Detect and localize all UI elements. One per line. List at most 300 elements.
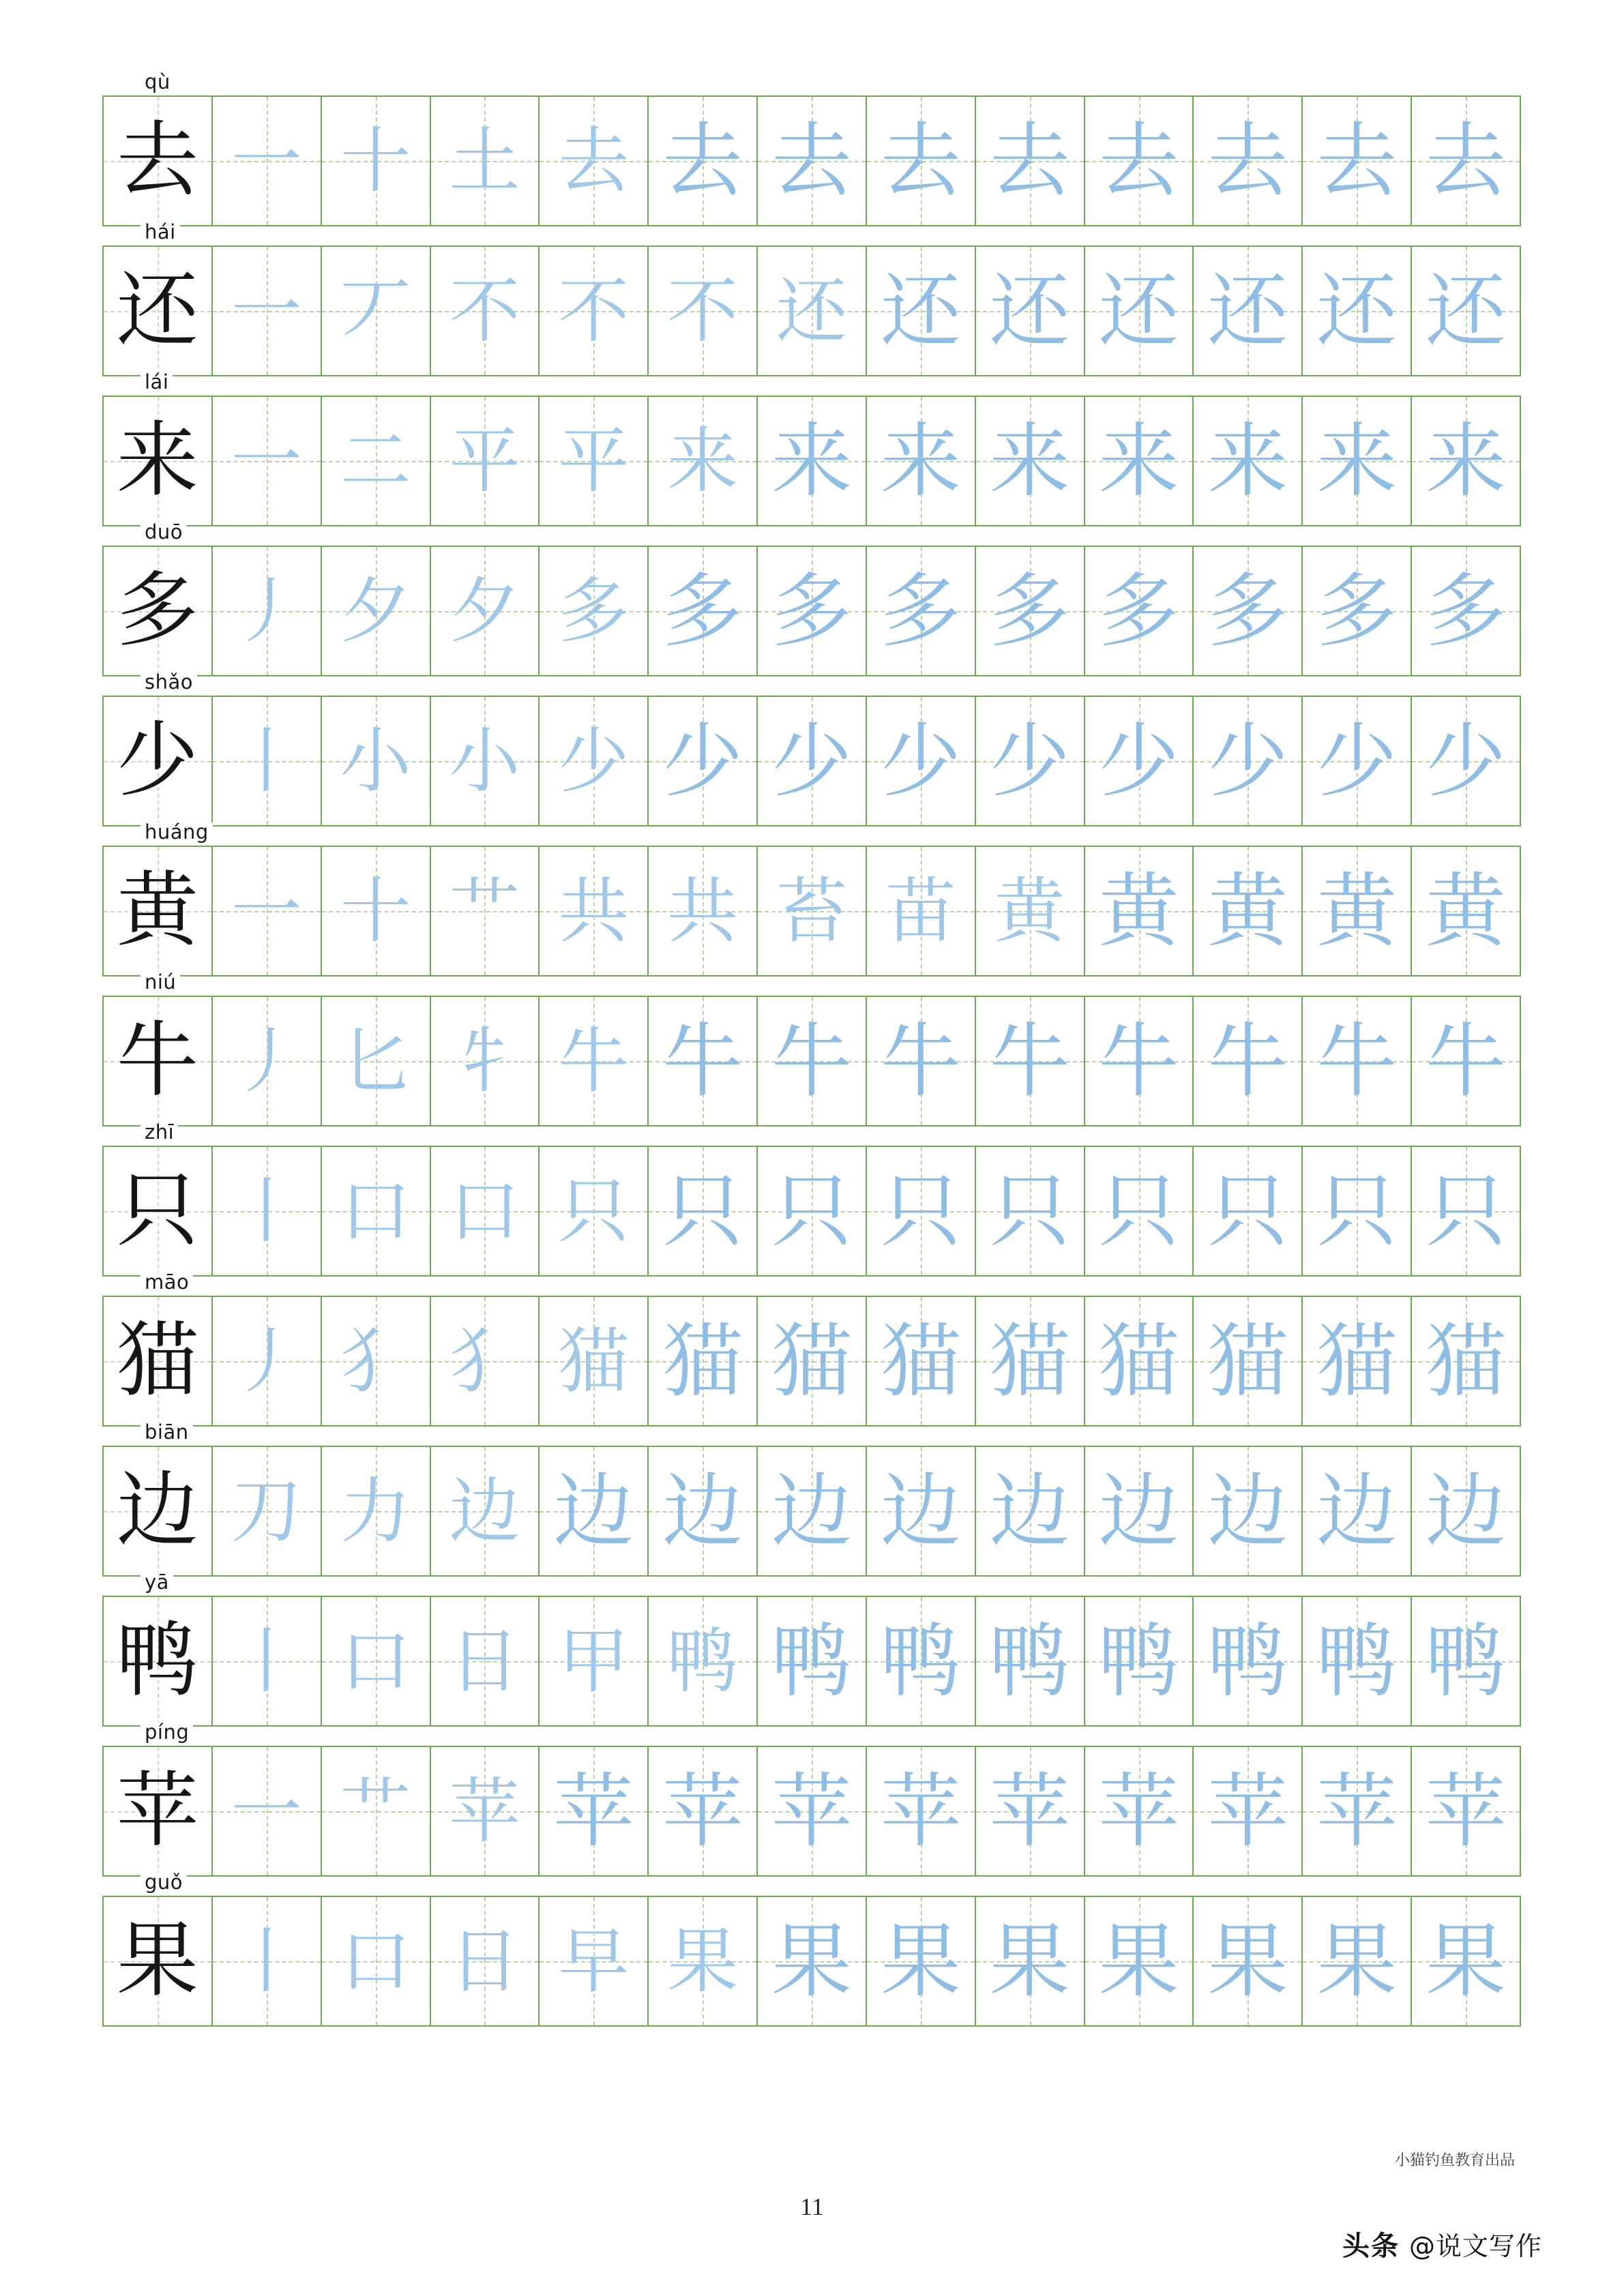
trace-character: 少 bbox=[1098, 714, 1179, 808]
trace-character: 牛 bbox=[662, 1014, 743, 1108]
pinyin-label: qù bbox=[141, 72, 175, 92]
trace-character: 去 bbox=[1426, 114, 1507, 208]
pinyin-label: hái bbox=[141, 222, 180, 242]
trace-character: 还 bbox=[880, 264, 961, 358]
practice-cell bbox=[431, 697, 540, 825]
pinyin-label: píng bbox=[141, 1723, 193, 1742]
trace-character: 来 bbox=[1207, 414, 1288, 508]
model-character: 果 bbox=[116, 1913, 198, 2008]
practice-cell bbox=[1194, 1897, 1303, 2025]
stroke-step-character: 去 bbox=[558, 119, 630, 203]
stroke-step-character: 少 bbox=[558, 719, 630, 803]
practice-cell bbox=[649, 97, 758, 225]
stroke-step-character: 牛 bbox=[558, 1019, 630, 1103]
pinyin-label: zhī bbox=[141, 1122, 178, 1142]
trace-character: 果 bbox=[771, 1914, 852, 2008]
pinyin-label: māo bbox=[141, 1272, 193, 1292]
trace-character: 黄 bbox=[1207, 864, 1288, 958]
trace-character: 果 bbox=[989, 1914, 1070, 2008]
trace-character: 还 bbox=[989, 264, 1070, 358]
practice-cell bbox=[1303, 1147, 1412, 1275]
model-character-cell bbox=[104, 847, 213, 975]
stroke-step-character: 小 bbox=[340, 719, 411, 803]
trace-character: 鸭 bbox=[1207, 1614, 1288, 1708]
model-character: 还 bbox=[116, 263, 198, 358]
practice-cell bbox=[1303, 397, 1412, 525]
trace-character: 牛 bbox=[1316, 1014, 1398, 1108]
trace-character: 来 bbox=[771, 414, 852, 508]
practice-cell bbox=[1085, 1747, 1194, 1875]
practice-cell bbox=[431, 1147, 540, 1275]
practice-cell bbox=[540, 1297, 649, 1425]
practice-cell bbox=[431, 247, 540, 375]
practice-cell bbox=[213, 97, 322, 225]
trace-character: 来 bbox=[1316, 414, 1398, 508]
stroke-step-character: 还 bbox=[776, 269, 847, 353]
practice-cell bbox=[976, 397, 1085, 525]
trace-character: 猫 bbox=[1426, 1314, 1507, 1408]
practice-cell bbox=[431, 1747, 540, 1875]
practice-cell bbox=[322, 1897, 431, 2025]
trace-character: 苹 bbox=[989, 1764, 1070, 1858]
stroke-step-character: 小 bbox=[449, 719, 520, 803]
model-character: 多 bbox=[116, 563, 198, 658]
stroke-step-character: 日 bbox=[449, 1620, 520, 1703]
trace-character: 黄 bbox=[1098, 864, 1179, 958]
trace-character: 苹 bbox=[662, 1764, 743, 1858]
tianzige-grid bbox=[102, 996, 1521, 1127]
practice-cell bbox=[1303, 697, 1412, 825]
stroke-step-character: 猫 bbox=[558, 1320, 630, 1403]
trace-character: 来 bbox=[989, 414, 1070, 508]
practice-cell bbox=[1412, 847, 1520, 975]
trace-character: 苹 bbox=[1098, 1764, 1179, 1858]
practice-cell bbox=[976, 1747, 1085, 1875]
trace-character: 边 bbox=[989, 1464, 1070, 1558]
watermark-logo: 头条 bbox=[1342, 2231, 1400, 2262]
trace-character: 鸭 bbox=[1316, 1614, 1398, 1708]
practice-cell bbox=[1085, 847, 1194, 975]
model-character-cell bbox=[104, 397, 213, 525]
practice-cell bbox=[1085, 1897, 1194, 2025]
practice-cell bbox=[976, 1597, 1085, 1725]
trace-character: 牛 bbox=[880, 1014, 961, 1108]
stroke-step-character: 平 bbox=[449, 419, 520, 503]
practice-cell bbox=[1412, 1597, 1520, 1725]
character-row bbox=[102, 1420, 1522, 1577]
stroke-step-character: 丆 bbox=[340, 269, 411, 353]
practice-cell bbox=[540, 397, 649, 525]
practice-cell bbox=[649, 1747, 758, 1875]
trace-character: 黄 bbox=[1316, 864, 1398, 958]
stroke-step-character: 口 bbox=[340, 1620, 411, 1703]
tianzige-grid bbox=[102, 95, 1521, 226]
practice-cell bbox=[976, 1897, 1085, 2025]
practice-cell bbox=[867, 547, 976, 675]
character-row bbox=[102, 1870, 1522, 2027]
practice-cell bbox=[540, 547, 649, 675]
stroke-step-character: 力 bbox=[340, 1470, 411, 1553]
trace-character: 还 bbox=[1316, 264, 1398, 358]
practice-cell bbox=[322, 547, 431, 675]
stroke-step-character: 口 bbox=[340, 1920, 411, 2003]
practice-cell bbox=[1412, 1447, 1520, 1575]
trace-character: 来 bbox=[1426, 414, 1507, 508]
stroke-step-character: 来 bbox=[667, 419, 739, 503]
pinyin-label: duō bbox=[141, 522, 187, 542]
trace-character: 去 bbox=[1098, 114, 1179, 208]
practice-cell bbox=[540, 1897, 649, 2025]
practice-cell bbox=[649, 1897, 758, 2025]
practice-cell bbox=[1085, 1597, 1194, 1725]
trace-character: 苹 bbox=[771, 1764, 852, 1858]
practice-cell bbox=[867, 697, 976, 825]
practice-cell bbox=[213, 1747, 322, 1875]
tianzige-grid bbox=[102, 1146, 1521, 1277]
stroke-step-character: 丿 bbox=[231, 1019, 302, 1103]
practice-cell bbox=[1412, 547, 1520, 675]
trace-character: 去 bbox=[771, 114, 852, 208]
practice-cell bbox=[758, 1447, 867, 1575]
model-character-cell bbox=[104, 547, 213, 675]
tianzige-grid bbox=[102, 1896, 1521, 2027]
stroke-step-character: 黄 bbox=[994, 869, 1065, 953]
stroke-step-character: 丨 bbox=[231, 1920, 302, 2003]
practice-cell bbox=[213, 847, 322, 975]
practice-cell bbox=[540, 697, 649, 825]
practice-cell bbox=[1303, 547, 1412, 675]
practice-cell bbox=[976, 1447, 1085, 1575]
trace-character: 猫 bbox=[771, 1314, 852, 1408]
stroke-step-character: 丨 bbox=[231, 719, 302, 803]
practice-cell bbox=[540, 847, 649, 975]
page-number: 11 bbox=[800, 2193, 824, 2220]
trace-character: 牛 bbox=[1207, 1014, 1288, 1108]
practice-cell bbox=[1303, 1747, 1412, 1875]
practice-cell bbox=[649, 397, 758, 525]
practice-cell bbox=[1194, 547, 1303, 675]
practice-cell bbox=[1303, 997, 1412, 1125]
character-row bbox=[102, 1120, 1522, 1277]
trace-character: 去 bbox=[880, 114, 961, 208]
stroke-step-character: 十 bbox=[340, 119, 411, 203]
trace-character: 少 bbox=[1426, 714, 1507, 808]
trace-character: 还 bbox=[1207, 264, 1288, 358]
practice-cell bbox=[758, 997, 867, 1125]
practice-cell bbox=[322, 1747, 431, 1875]
stroke-step-character: 夕 bbox=[449, 569, 520, 653]
practice-cell bbox=[976, 997, 1085, 1125]
trace-character: 苹 bbox=[880, 1764, 961, 1858]
practice-cell bbox=[540, 997, 649, 1125]
trace-character: 牛 bbox=[989, 1014, 1070, 1108]
practice-cell bbox=[322, 247, 431, 375]
trace-character: 只 bbox=[880, 1164, 961, 1258]
practice-cell bbox=[540, 1597, 649, 1725]
model-character-cell bbox=[104, 97, 213, 225]
stroke-step-character: 艹 bbox=[340, 1770, 411, 1853]
trace-character: 果 bbox=[1207, 1914, 1288, 2008]
practice-cell bbox=[976, 847, 1085, 975]
practice-cell bbox=[867, 997, 976, 1125]
trace-character: 果 bbox=[880, 1914, 961, 2008]
stroke-step-character: 匕 bbox=[340, 1019, 411, 1103]
trace-character: 猫 bbox=[880, 1314, 961, 1408]
practice-cell bbox=[322, 1147, 431, 1275]
trace-character: 果 bbox=[1426, 1914, 1507, 2008]
stroke-step-character: 只 bbox=[558, 1169, 630, 1253]
pinyin-label: lái bbox=[141, 372, 173, 392]
trace-character: 黄 bbox=[1426, 864, 1507, 958]
practice-cell bbox=[1303, 847, 1412, 975]
model-character-cell bbox=[104, 1447, 213, 1575]
practice-cell bbox=[540, 1747, 649, 1875]
trace-character: 多 bbox=[1207, 564, 1288, 658]
practice-cell bbox=[867, 1897, 976, 2025]
practice-cell bbox=[1303, 1297, 1412, 1425]
practice-cell bbox=[322, 1597, 431, 1725]
trace-character: 少 bbox=[989, 714, 1070, 808]
trace-character: 只 bbox=[1426, 1164, 1507, 1258]
practice-cell bbox=[649, 1597, 758, 1725]
practice-cell bbox=[1303, 1447, 1412, 1575]
stroke-step-character: 一 bbox=[231, 269, 302, 353]
trace-character: 牛 bbox=[1098, 1014, 1179, 1108]
trace-character: 多 bbox=[880, 564, 961, 658]
trace-character: 鸭 bbox=[1098, 1614, 1179, 1708]
model-character-cell bbox=[104, 697, 213, 825]
practice-cell bbox=[1303, 1897, 1412, 2025]
model-character: 鸭 bbox=[116, 1613, 198, 1708]
practice-cell bbox=[976, 97, 1085, 225]
model-character: 少 bbox=[116, 713, 198, 808]
trace-character: 边 bbox=[771, 1464, 852, 1558]
stroke-step-character: 日 bbox=[449, 1920, 520, 2003]
practice-cell bbox=[976, 1297, 1085, 1425]
practice-cell bbox=[1412, 1147, 1520, 1275]
practice-cell bbox=[758, 1147, 867, 1275]
trace-character: 只 bbox=[771, 1164, 852, 1258]
trace-character: 鸭 bbox=[1426, 1614, 1507, 1708]
pinyin-label: guǒ bbox=[141, 1873, 187, 1892]
practice-cell bbox=[758, 397, 867, 525]
practice-cell bbox=[322, 847, 431, 975]
practice-cell bbox=[213, 1597, 322, 1725]
practice-cell bbox=[1412, 247, 1520, 375]
stroke-step-character: 丿 bbox=[231, 1320, 302, 1403]
trace-character: 猫 bbox=[1098, 1314, 1179, 1408]
practice-cell bbox=[867, 847, 976, 975]
watermark bbox=[1342, 2224, 1542, 2263]
practice-cell bbox=[322, 97, 431, 225]
trace-character: 去 bbox=[989, 114, 1070, 208]
stroke-step-character: 甲 bbox=[558, 1620, 630, 1703]
model-character-cell bbox=[104, 997, 213, 1125]
stroke-step-character: 丿 bbox=[231, 569, 302, 653]
trace-character: 鸭 bbox=[771, 1614, 852, 1708]
stroke-step-character: 不 bbox=[667, 269, 739, 353]
practice-cell bbox=[758, 847, 867, 975]
practice-cell bbox=[867, 97, 976, 225]
stroke-step-character: 艹 bbox=[449, 869, 520, 953]
model-character: 牛 bbox=[116, 1013, 198, 1108]
character-row bbox=[102, 520, 1522, 676]
trace-character: 牛 bbox=[771, 1014, 852, 1108]
practice-cell bbox=[322, 397, 431, 525]
practice-cell bbox=[1194, 697, 1303, 825]
trace-character: 边 bbox=[1098, 1464, 1179, 1558]
practice-cell bbox=[540, 97, 649, 225]
trace-character: 边 bbox=[1207, 1464, 1288, 1558]
practice-cell bbox=[758, 97, 867, 225]
trace-character: 猫 bbox=[1207, 1314, 1288, 1408]
stroke-step-character: 苹 bbox=[449, 1770, 520, 1853]
trace-character: 牛 bbox=[1426, 1014, 1507, 1108]
practice-cell bbox=[758, 247, 867, 375]
practice-cell bbox=[1303, 247, 1412, 375]
practice-cell bbox=[213, 247, 322, 375]
practice-cell bbox=[649, 997, 758, 1125]
practice-cell bbox=[1085, 97, 1194, 225]
practice-cell bbox=[431, 847, 540, 975]
practice-cell bbox=[1412, 997, 1520, 1125]
model-character: 边 bbox=[116, 1463, 198, 1558]
trace-character: 苹 bbox=[1426, 1764, 1507, 1858]
practice-cell bbox=[213, 997, 322, 1125]
trace-character: 猫 bbox=[662, 1314, 743, 1408]
stroke-step-character: 口 bbox=[449, 1169, 520, 1253]
practice-cell bbox=[976, 697, 1085, 825]
trace-character: 苹 bbox=[553, 1764, 634, 1858]
trace-character: 鸭 bbox=[880, 1614, 961, 1708]
practice-cell bbox=[758, 1747, 867, 1875]
practice-cell bbox=[649, 1147, 758, 1275]
tianzige-grid bbox=[102, 846, 1521, 976]
practice-cell bbox=[431, 1597, 540, 1725]
practice-cell bbox=[1085, 697, 1194, 825]
trace-character: 去 bbox=[1316, 114, 1398, 208]
pinyin-label: niú bbox=[141, 972, 180, 992]
practice-cell bbox=[867, 397, 976, 525]
trace-character: 果 bbox=[1316, 1914, 1398, 2008]
trace-character: 多 bbox=[662, 564, 743, 658]
practice-cell bbox=[540, 1447, 649, 1575]
model-character: 苹 bbox=[116, 1763, 198, 1858]
stroke-step-character: 夕 bbox=[340, 569, 411, 653]
practice-cell bbox=[213, 397, 322, 525]
stroke-step-character: 丨 bbox=[231, 1620, 302, 1703]
practice-cell bbox=[649, 547, 758, 675]
trace-character: 多 bbox=[1316, 564, 1398, 658]
practice-cell bbox=[431, 997, 540, 1125]
stroke-step-character: 边 bbox=[449, 1470, 520, 1553]
practice-cell bbox=[758, 1297, 867, 1425]
stroke-step-character: 犭 bbox=[340, 1320, 411, 1403]
practice-cell bbox=[1085, 1297, 1194, 1425]
tianzige-grid bbox=[102, 1446, 1521, 1577]
practice-cell bbox=[867, 1147, 976, 1275]
trace-character: 来 bbox=[1098, 414, 1179, 508]
model-character-cell bbox=[104, 1297, 213, 1425]
practice-cell bbox=[649, 1297, 758, 1425]
trace-character: 猫 bbox=[989, 1314, 1070, 1408]
practice-cell bbox=[867, 247, 976, 375]
practice-cell bbox=[1085, 1147, 1194, 1275]
stroke-step-character: 平 bbox=[558, 419, 630, 503]
tianzige-grid bbox=[102, 1746, 1521, 1877]
tianzige-grid bbox=[102, 1596, 1521, 1727]
practice-cell bbox=[1412, 397, 1520, 525]
practice-cell bbox=[1194, 1447, 1303, 1575]
model-character-cell bbox=[104, 1147, 213, 1275]
trace-character: 边 bbox=[1316, 1464, 1398, 1558]
practice-cell bbox=[649, 1447, 758, 1575]
practice-cell bbox=[1085, 1447, 1194, 1575]
stroke-step-character: 丨 bbox=[231, 1169, 302, 1253]
pinyin-label: biān bbox=[141, 1422, 193, 1442]
practice-cell bbox=[1194, 1597, 1303, 1725]
trace-character: 只 bbox=[1098, 1164, 1179, 1258]
practice-cell bbox=[1412, 1747, 1520, 1875]
trace-character: 少 bbox=[880, 714, 961, 808]
tianzige-grid bbox=[102, 696, 1521, 826]
practice-cell bbox=[1085, 247, 1194, 375]
character-row bbox=[102, 970, 1522, 1127]
model-character-cell bbox=[104, 1747, 213, 1875]
practice-cell bbox=[867, 1297, 976, 1425]
tianzige-grid bbox=[102, 245, 1521, 376]
practice-cell bbox=[322, 1447, 431, 1575]
stroke-step-character: 一 bbox=[231, 1770, 302, 1853]
trace-character: 只 bbox=[1316, 1164, 1398, 1258]
trace-character: 只 bbox=[989, 1164, 1070, 1258]
trace-character: 还 bbox=[1426, 264, 1507, 358]
stroke-step-character: 苗 bbox=[885, 869, 956, 953]
practice-cell bbox=[649, 697, 758, 825]
character-row bbox=[102, 70, 1522, 226]
stroke-step-character: 一 bbox=[231, 869, 302, 953]
stroke-step-character: 苔 bbox=[776, 869, 847, 953]
pinyin-label: shǎo bbox=[141, 672, 197, 692]
stroke-step-character: 牜 bbox=[449, 1019, 520, 1103]
practice-cell bbox=[213, 1897, 322, 2025]
model-character: 只 bbox=[116, 1163, 198, 1258]
model-character: 猫 bbox=[116, 1313, 198, 1408]
model-character: 去 bbox=[116, 113, 198, 208]
stroke-step-character: 不 bbox=[558, 269, 630, 353]
practice-cell bbox=[322, 997, 431, 1125]
practice-cell bbox=[1194, 1747, 1303, 1875]
practice-cell bbox=[1303, 1597, 1412, 1725]
practice-cell bbox=[1412, 1297, 1520, 1425]
trace-character: 猫 bbox=[1316, 1314, 1398, 1408]
practice-cell bbox=[1085, 397, 1194, 525]
practice-cell bbox=[758, 697, 867, 825]
practice-cell bbox=[1194, 247, 1303, 375]
stroke-step-character: 多 bbox=[558, 569, 630, 653]
stroke-step-character: 一 bbox=[231, 119, 302, 203]
trace-character: 来 bbox=[880, 414, 961, 508]
practice-cell bbox=[213, 1147, 322, 1275]
tianzige-grid bbox=[102, 546, 1521, 676]
character-row bbox=[102, 1720, 1522, 1877]
trace-character: 边 bbox=[880, 1464, 961, 1558]
practice-cell bbox=[1194, 1297, 1303, 1425]
publisher-note: 小猫钓鱼教育出品 bbox=[1394, 2152, 1515, 2169]
practice-cell bbox=[540, 1147, 649, 1275]
trace-character: 多 bbox=[989, 564, 1070, 658]
trace-character: 边 bbox=[662, 1464, 743, 1558]
